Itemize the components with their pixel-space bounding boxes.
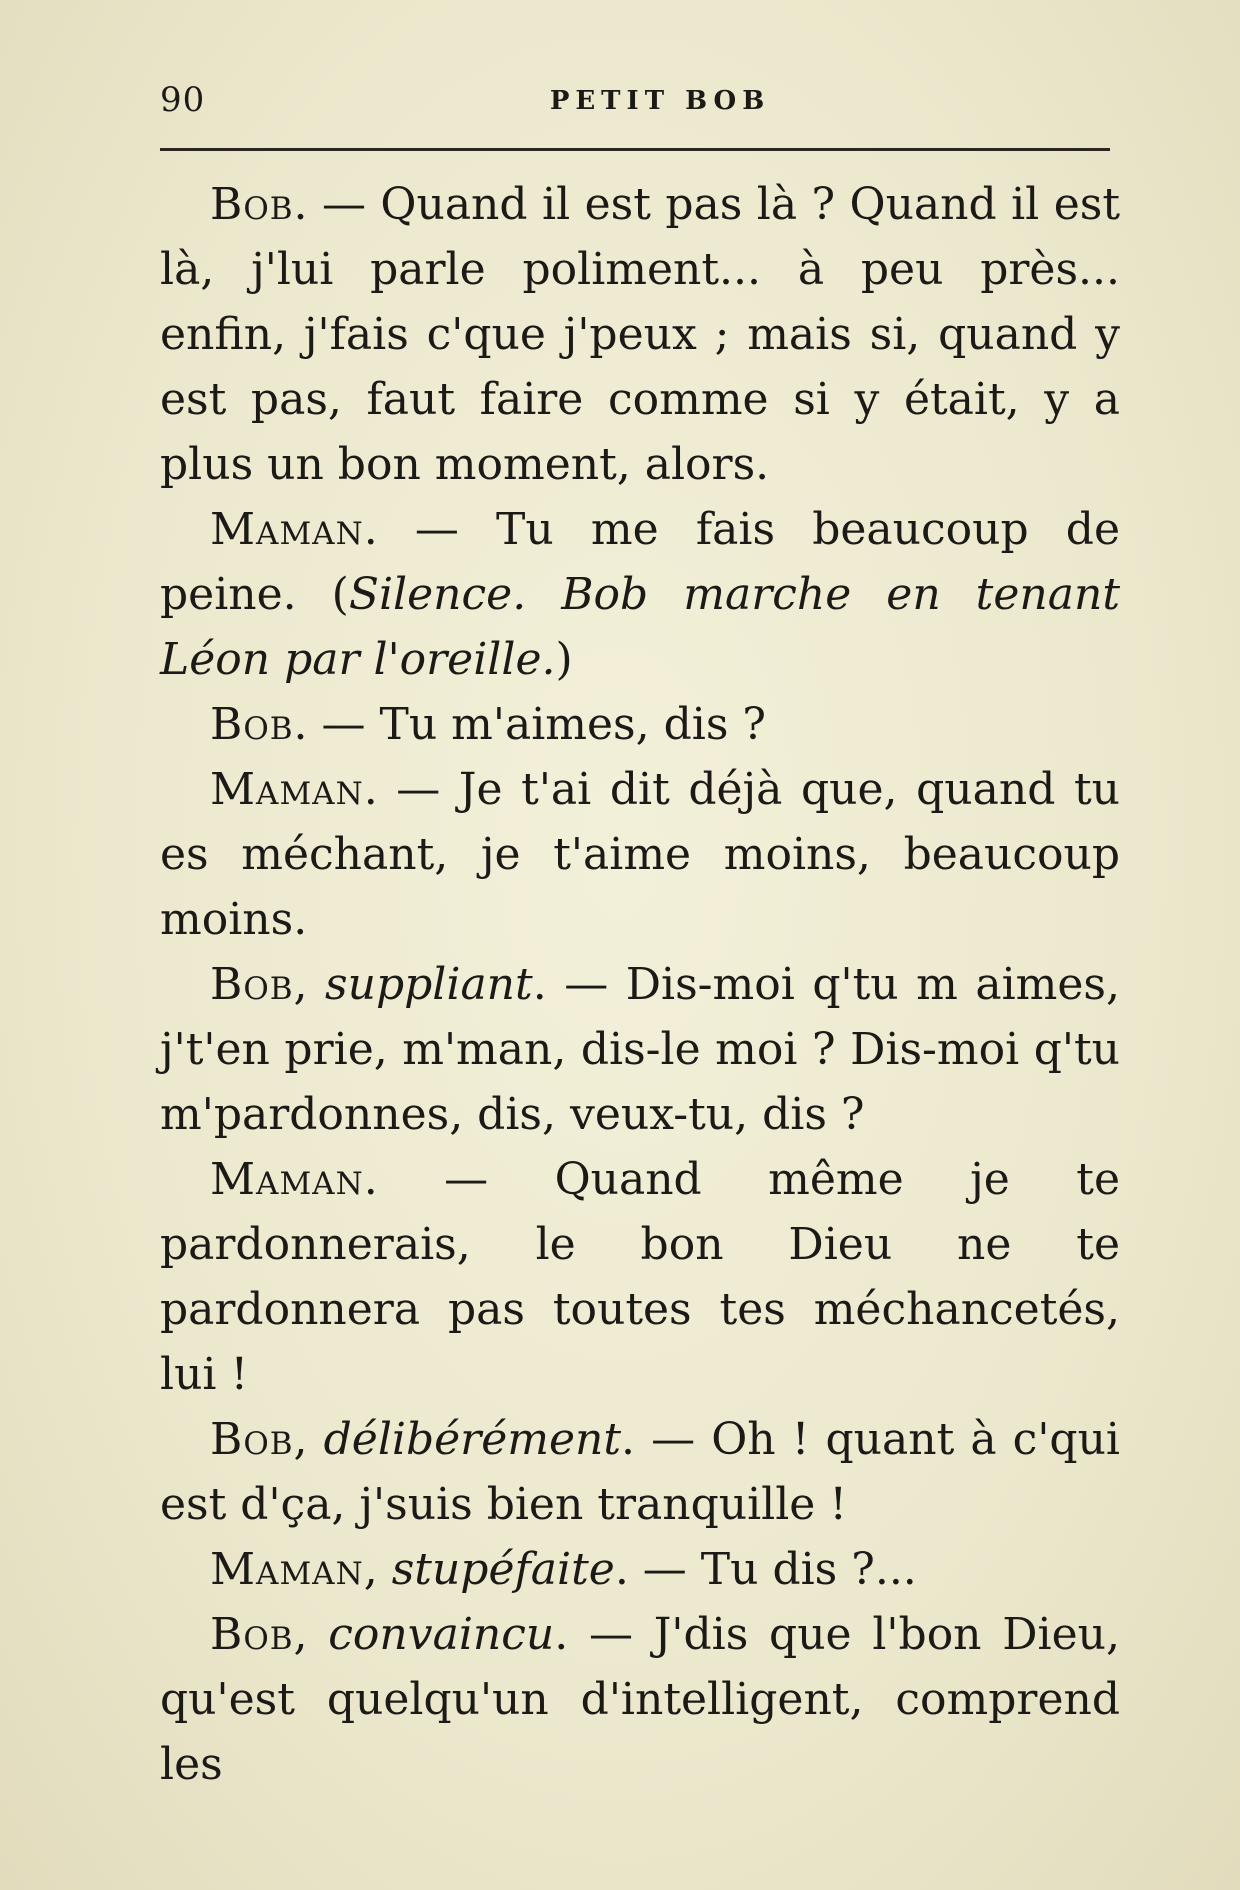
stage-direction: délibérément — [323, 1414, 622, 1465]
page-number: 90 — [160, 80, 206, 120]
comma: , — [363, 1544, 392, 1595]
speech: . — Quand même je te pardonnerais, le bon Dieu ne te pardonnera pas toutes tes méchancetés, lui ! — [160, 1154, 1120, 1400]
speaker-name: Maman — [210, 1544, 364, 1595]
speaker-name: Bob — [210, 959, 294, 1010]
paragraph-3 — [160, 692, 1120, 757]
book-page — [160, 70, 1120, 1850]
speaker-name: Bob — [210, 179, 294, 230]
speech: . — Je t'ai dit déjà que, quand tu es méchant, je t'aime moins, beaucoup moins. — [160, 764, 1120, 945]
paragraph-2 — [160, 497, 1120, 692]
speaker-name: Maman — [210, 1154, 364, 1205]
comma: , — [293, 959, 326, 1010]
speech: . — Oh ! quant à c'qui est d'ça, j'suis bien tranquille ! — [160, 1414, 1120, 1530]
speaker-name: Bob — [210, 699, 294, 750]
paragraph-4 — [160, 757, 1120, 952]
stage-direction: Silence. Bob marche en tenant Léon par l'oreille. — [160, 569, 1120, 685]
paragraph-5 — [160, 952, 1120, 1147]
speech: . — J'dis que l'bon Dieu, qu'est quelqu'un d'intelligent, comprend les — [160, 1609, 1120, 1790]
speaker-name: Maman — [210, 764, 364, 815]
running-title: PETIT BOB — [549, 86, 771, 116]
header-rule — [160, 148, 1110, 151]
speaker-name: Maman — [210, 504, 364, 555]
paragraph-8 — [160, 1537, 1120, 1602]
stage-direction: convaincu — [328, 1609, 555, 1660]
speech: . — Tu me fais beaucoup de peine. ( — [160, 504, 1120, 620]
speech: . — Tu dis ?... — [614, 1544, 917, 1595]
closing-paren: ) — [555, 634, 573, 685]
speech: . — Dis-moi q'tu m aimes, j't'en prie, m'man, dis-le moi ? Dis-moi q'tu m'pardonnes, dis, veux-tu, dis ? — [160, 959, 1120, 1140]
stage-direction: stupéfaite — [391, 1544, 615, 1595]
paragraph-6 — [160, 1147, 1120, 1407]
speaker-name: Bob — [210, 1609, 294, 1660]
speaker-name: Bob — [210, 1414, 294, 1465]
speech: . — Quand il est pas là ? Quand il est là, j'lui parle poliment... à peu près... enfin, j'fais c'que j'peux ; mais si, quand y est pas, faut faire comme si y était, y a plus un bon moment, alors. — [160, 179, 1120, 490]
running-head — [160, 70, 1120, 130]
paragraph-7 — [160, 1407, 1120, 1537]
comma: , — [293, 1414, 324, 1465]
speech: . — Tu m'aimes, dis ? — [293, 699, 766, 750]
paragraph-9 — [160, 1602, 1120, 1797]
stage-direction: suppliant — [325, 959, 533, 1010]
dialogue-text — [160, 172, 1120, 1797]
paragraph-1 — [160, 172, 1120, 497]
comma: , — [293, 1609, 329, 1660]
